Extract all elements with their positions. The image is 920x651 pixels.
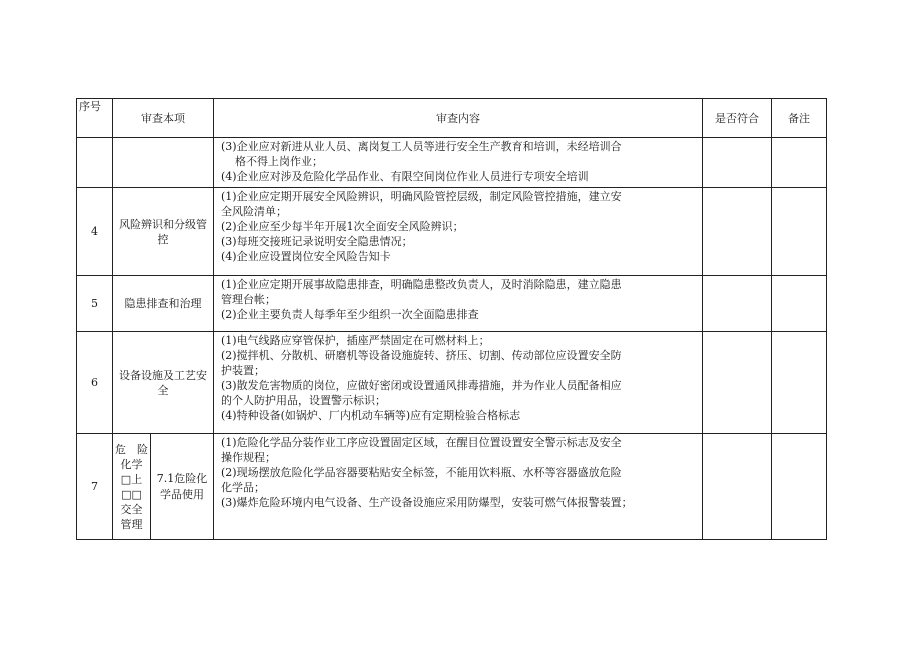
remark-cell[interactable] (772, 434, 827, 540)
row-no: 6 (77, 332, 113, 434)
header-compliant: 是否符合 (703, 99, 772, 138)
row-no (77, 138, 113, 188)
content-line: 化学品； (221, 481, 265, 494)
category-line: □上 (120, 472, 143, 486)
row-item: 设备设施及工艺安全 (113, 332, 214, 434)
content-line: (4)企业应对涉及危险化学品作业、有限空间岗位作业人员进行专项安全培训 (221, 170, 589, 183)
row-no: 4 (77, 188, 113, 276)
inspection-table (76, 98, 827, 540)
content-line: (1)企业应定期开展安全风险辨识，明确风险管控层级，制定风险管控措施，建立安 (221, 190, 622, 203)
category-line: 管理 (120, 517, 143, 531)
content-line: 管理台帐； (221, 293, 276, 306)
table-row (77, 188, 827, 276)
content-line: (2)企业主要负责人每季年至少组织一次全面隐患排查 (221, 308, 479, 321)
content-line: 护装置； (221, 364, 265, 377)
row-sub-item: 7.1危险化学品使用 (151, 434, 214, 540)
content-line: 的个人防护用品，设置警示标识； (221, 394, 386, 407)
content-line: (3)散发危害物质的岗位，应做好密闭或设置通风排毒措施，并为作业人员配备相应 (221, 379, 622, 392)
category-line: 交全 (120, 502, 143, 516)
inspection-table-sheet (76, 98, 826, 540)
table-row (77, 434, 827, 540)
content-line: (2)企业应至少每半年开展1次全面安全风险辨识； (221, 220, 464, 233)
remark-cell[interactable] (772, 188, 827, 276)
row-content (214, 434, 703, 540)
category-line: □□ (121, 487, 142, 501)
table-row (77, 276, 827, 332)
header-row (77, 99, 827, 138)
content-line: (4)特种设备(如锅炉、厂内机动车辆等)应有定期检验合格标志 (221, 409, 521, 422)
row-content (214, 188, 703, 276)
compliant-cell[interactable] (703, 434, 772, 540)
remark-cell[interactable] (772, 332, 827, 434)
remark-cell[interactable] (772, 138, 827, 188)
compliant-cell[interactable] (703, 188, 772, 276)
table-row (77, 138, 827, 188)
row-no: 7 (77, 434, 113, 540)
content-line: (3)爆炸危险环境内电气设备、生产设备设施应采用防爆型，安装可燃气体报警装置； (221, 496, 633, 509)
content-line: (3)企业应对新进从业人员、离岗复工人员等进行安全生产教育和培训，未经培训合 (221, 140, 622, 153)
row-content (214, 276, 703, 332)
content-line: (1)电气线路应穿管保护，插座严禁固定在可燃材料上； (221, 334, 490, 347)
row-item (113, 138, 214, 188)
category-line: 化学 (120, 457, 143, 471)
content-line: (4)企业应设置岗位安全风险告知卡 (221, 250, 391, 263)
compliant-cell[interactable] (703, 138, 772, 188)
compliant-cell[interactable] (703, 276, 772, 332)
row-content (214, 332, 703, 434)
content-line: 全风险清单； (221, 205, 287, 218)
remark-cell[interactable] (772, 276, 827, 332)
category-line: 危 险 (115, 442, 148, 456)
header-content: 审查内容 (214, 99, 703, 138)
content-line: (2)现场摆放危险化学品容器要粘贴安全标签，不能用饮料瓶、水杯等容器盛放危险 (221, 466, 622, 479)
content-line: (1)危险化学品分装作业工序应设置固定区域，在醒目位置设置安全警示标志及安全 (221, 436, 622, 449)
compliant-cell[interactable] (703, 332, 772, 434)
content-line: (3)每班交接班记录说明安全隐患情况； (221, 235, 413, 248)
content-line: 操作规程； (221, 451, 276, 464)
table-row (77, 332, 827, 434)
content-line: 格不得上岗作业； (235, 155, 323, 168)
header-no: 序号 (77, 99, 113, 138)
row-item: 隐患排查和治理 (113, 276, 214, 332)
header-item: 审查本项 (113, 99, 214, 138)
row-no: 5 (77, 276, 113, 332)
content-line: (1)企业应定期开展事故隐患排查，明确隐患整改负责人，及时消除隐患，建立隐患 (221, 278, 622, 291)
content-line: (2)搅拌机、分散机、研磨机等设备设施旋转、挤压、切割、传动部位应设置安全防 (221, 349, 622, 362)
header-remark: 备注 (772, 99, 827, 138)
row-item: 风险辨识和分级管控 (113, 188, 214, 276)
row-category (113, 434, 151, 540)
row-content (214, 138, 703, 188)
